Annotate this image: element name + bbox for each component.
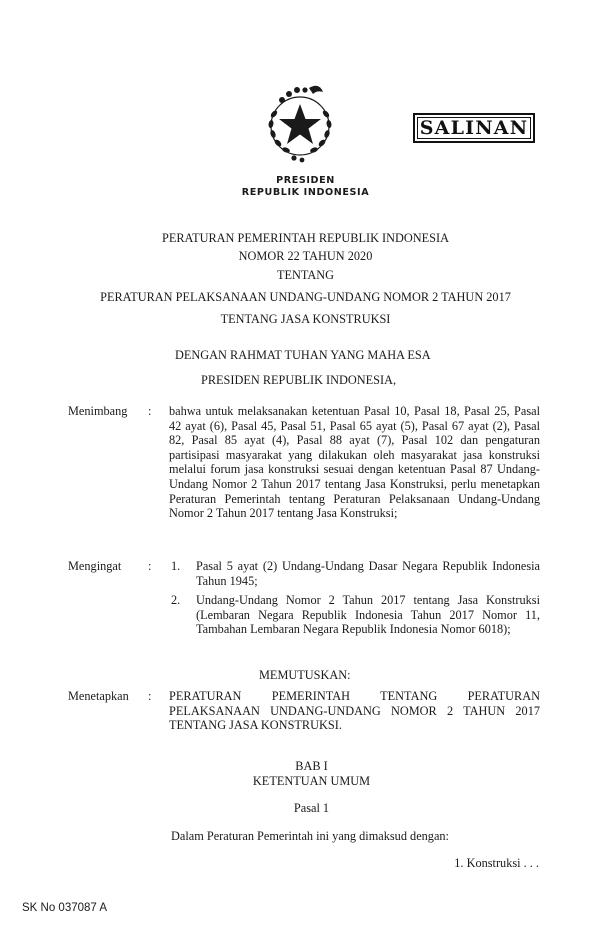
menimbang-colon: : bbox=[148, 404, 152, 418]
mengingat-item-text: Pasal 5 ayat (2) Undang-Undang Dasar Negara Republik Indonesia Tahun 1945; bbox=[196, 559, 540, 588]
article-opening-sentence: Dalam Peraturan Pemerintah ini yang dimaksud dengan: bbox=[171, 829, 449, 843]
mengingat-item-number: 1. bbox=[171, 559, 181, 573]
memutuskan-heading: MEMUTUSKAN: bbox=[259, 668, 351, 682]
regulation-title: PERATURAN PEMERINTAH REPUBLIK INDONESIA bbox=[162, 231, 449, 245]
salinan-stamp bbox=[413, 113, 535, 143]
menetapkan-colon: : bbox=[148, 689, 152, 703]
preamble-line1: DENGAN RAHMAT TUHAN YANG MAHA ESA bbox=[175, 348, 431, 362]
menimbang-label: Menimbang bbox=[68, 404, 128, 418]
menimbang-text: bahwa untuk melaksanakan ketentuan Pasal 10, Pasal 18, Pasal 25, Pasal 42 ayat (6), Pasal 45, Pasal 51, Pasal 65 ayat (5), Pasal 67 ayat (2), Pasal 82, Pasal 85 ayat (4), Pasal 88 ayat (7), Pasal 102 dan pengaturan partisipasi masyarakat yang dilakukan oleh masyarakat jasa konstruksi melalui forum jasa konstruksi sesuai dengan ketentuan Pasal 87 Undang-Undang Nomor 2 Tahun 2017 tentang Jasa Konstruksi, perlu menetapkan Peraturan Pemerintah tentang Peraturan Pelaksanaan Undang-Undang Nomor 2 Tahun 2017 tentang Jasa Konstruksi; bbox=[169, 404, 540, 521]
salinan-label: SALINAN bbox=[419, 117, 529, 139]
menetapkan-text: PERATURAN PEMERINTAH TENTANG PERATURAN PELAKSANAAN UNDANG-UNDANG NOMOR 2 TAHUN 2017 TENTANG JASA KONSTRUKSI. bbox=[169, 689, 540, 733]
preamble-line2: PRESIDEN REPUBLIK INDONESIA, bbox=[201, 373, 397, 387]
page-continuation: 1. Konstruksi . . . bbox=[454, 856, 539, 870]
chapter-number: BAB I bbox=[295, 759, 328, 773]
office-title: PRESIDEN bbox=[276, 175, 335, 186]
regulation-number: NOMOR 22 TAHUN 2020 bbox=[238, 249, 373, 263]
chapter-title: KETENTUAN UMUM bbox=[252, 774, 371, 788]
mengingat-colon: : bbox=[148, 559, 152, 573]
mengingat-item-text: Undang-Undang Nomor 2 Tahun 2017 tentang Jasa Konstruksi (Lembaran Negara Republik Indonesia Tahun 2017 Nomor 11, Tambahan Lembaran Negara Republik Indonesia Nomor 6018); bbox=[196, 593, 540, 637]
mengingat-item-number: 2. bbox=[171, 593, 181, 607]
mengingat-label: Mengingat bbox=[68, 559, 122, 573]
regulation-subject-line2: TENTANG JASA KONSTRUKSI bbox=[220, 312, 391, 326]
regulation-subject-line1: PERATURAN PELAKSANAAN UNDANG-UNDANG NOMOR 2 TAHUN 2017 bbox=[100, 290, 511, 304]
office-subtitle: REPUBLIK INDONESIA bbox=[241, 187, 370, 198]
menetapkan-label: Menetapkan bbox=[68, 689, 129, 703]
garuda-emblem-icon bbox=[254, 78, 346, 170]
regulation-about: TENTANG bbox=[276, 268, 335, 282]
document-serial-number: SK No 037087 A bbox=[22, 902, 108, 914]
article-heading: Pasal 1 bbox=[293, 801, 330, 815]
